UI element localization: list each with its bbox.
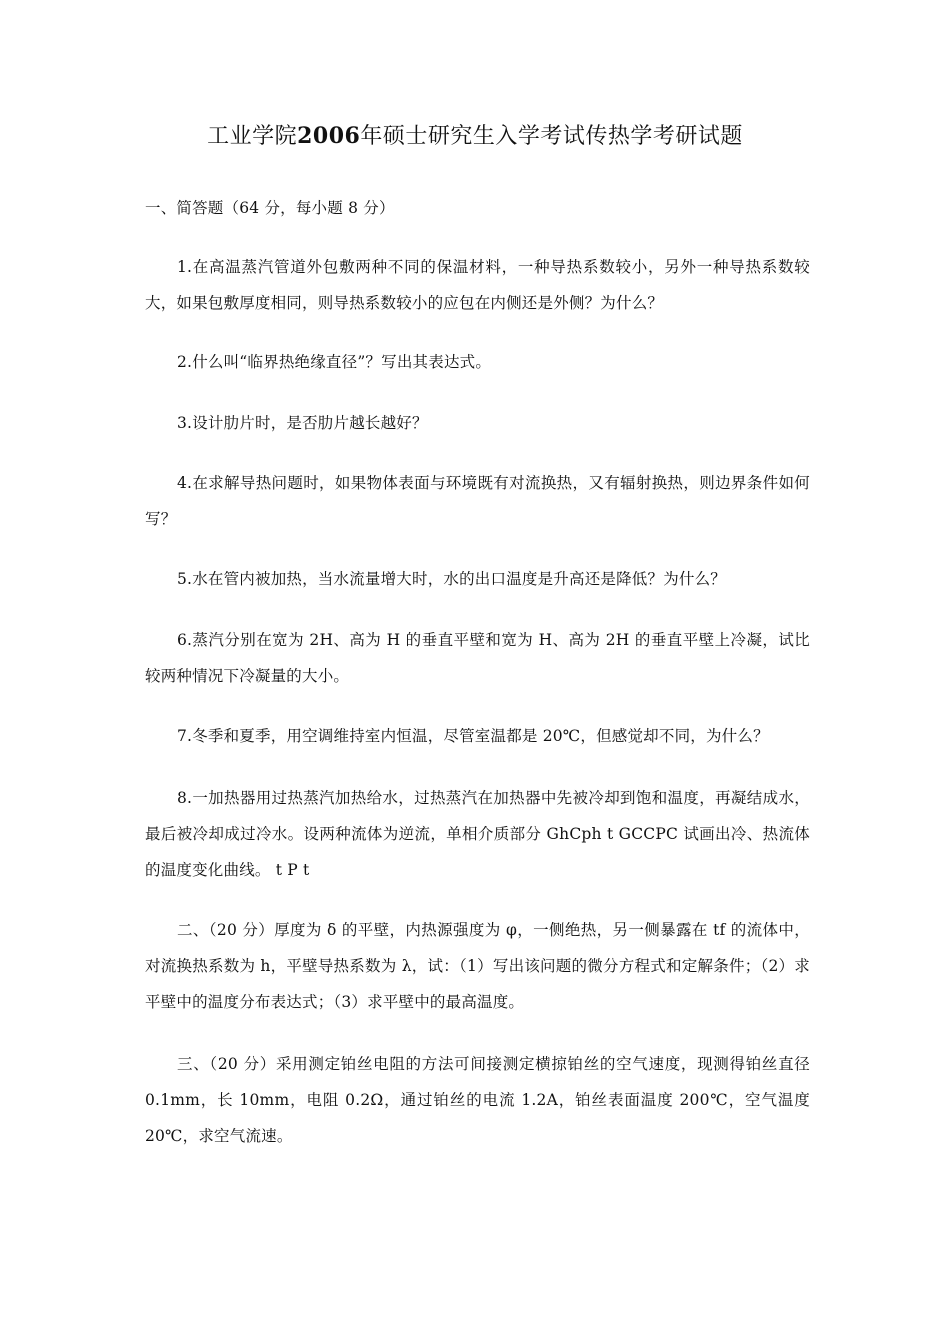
- section3-question: 三、（20 分）采用测定铂丝电阻的方法可间接测定横掠铂丝的空气速度，现测得铂丝直径 0.1mm，长 10mm，电阻 0.2Ω，通过铂丝的电流 1.2A，铂丝表面温度 200℃，空气温度 20℃，求空气流速。: [145, 1055, 810, 1145]
- question-6: 6.蒸汽分别在宽为 2H、高为 H 的垂直平壁和宽为 H、高为 2H 的垂直平壁上冷凝，试比较两种情况下冷凝量的大小。: [145, 631, 810, 685]
- question-7: 7.冬季和夏季，用空调维持室内恒温，尽管室温都是 20℃，但感觉却不同，为什么？: [177, 727, 769, 745]
- page-title: [0, 120, 950, 153]
- question-8: 8.一加热器用过热蒸汽加热给水，过热蒸汽在加热器中先被冷却到饱和温度，再凝结成水，最后被冷却成过冷水。设两种流体为逆流，单相介质部分 GhCph t GCCPC 试画出冷、热流体的温度变化曲线。 t P t: [145, 789, 810, 879]
- title-year: 2006: [297, 123, 361, 149]
- question-1: 1.在高温蒸汽管道外包敷两种不同的保温材料，一种导热系数较小，另外一种导热系数较大，如果包敷厚度相同，则导热系数较小的应包在内侧还是外侧？为什么？: [145, 258, 810, 312]
- section2-question: 二、（20 分）厚度为 δ 的平壁，内热源强度为 φ，一侧绝热，另一侧暴露在 tf 的流体中，对流换热系数为 h，平壁导热系数为 λ，试：（1）写出该问题的微分方程式和定解条件；（2）求平壁中的温度分布表达式；（3）求平壁中的最高温度。: [145, 921, 810, 1011]
- title-suffix: 年硕士研究生入学考试传热学考研试题: [360, 124, 743, 149]
- question-3: 3.设计肋片时，是否肋片越长越好？: [177, 414, 428, 432]
- title-prefix: 工业学院: [207, 124, 298, 149]
- question-4: 4.在求解导热问题时，如果物体表面与环境既有对流换热，又有辐射换热，则边界条件如何写？: [145, 474, 810, 528]
- question-5: 5.水在管内被加热，当水流量增大时，水的出口温度是升高还是降低？为什么？: [177, 570, 726, 588]
- section1-heading: 一、简答题（64 分，每小题 8 分）: [145, 199, 395, 217]
- question-2: 2.什么叫“临界热绝缘直径”？写出其表达式。: [177, 353, 492, 371]
